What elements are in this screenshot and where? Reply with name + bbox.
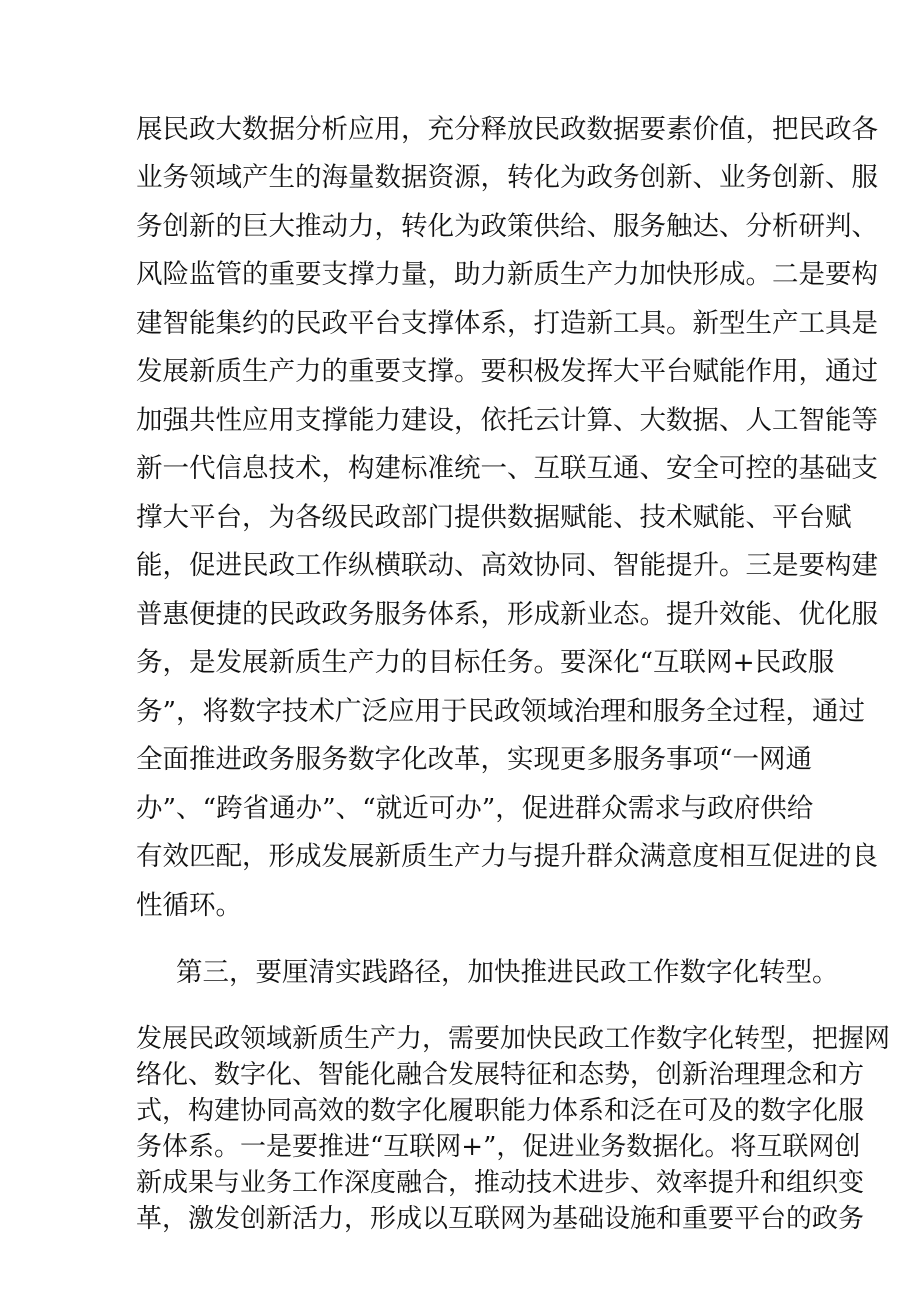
paragraph-line: 能，促进民政工作纵横联动、高效协同、智能提升。三是要构建 bbox=[136, 550, 878, 581]
paragraph-line: 务创新的巨大推动力，转化为政策供给、服务触达、分析研判、 bbox=[136, 211, 878, 242]
paragraph-line: 办”、“跨省通办”、“就近可办”，促进群众需求与政府供给 bbox=[136, 793, 814, 824]
paragraph-line: 普惠便捷的民政政务服务体系，形成新业态。提升效能、优化服 bbox=[136, 599, 878, 630]
paragraph-line: 式，构建协同高效的数字化履职能力体系和泛在可及的数字化服 bbox=[136, 1096, 865, 1126]
paragraph-line: 革，激发创新活力，形成以互联网为基础设施和重要平台的政务 bbox=[136, 1204, 865, 1234]
paragraph-line: 务体系。一是要推进“互联网+”，促进业务数据化。将互联网创 bbox=[136, 1132, 861, 1162]
paragraph-line: 新成果与业务工作深度融合，推动技术进步、效率提升和组织变 bbox=[136, 1168, 865, 1198]
paragraph-line: 务，是发展新质生产力的目标任务。要深化“互联网+民政服 bbox=[136, 647, 835, 678]
paragraph-line: 新一代信息技术，构建标准统一、互联互通、安全可控的基础支 bbox=[136, 453, 878, 484]
paragraph-line: 有效匹配，形成发展新质生产力与提升群众满意度相互促进的良 bbox=[136, 841, 878, 872]
paragraph-line: 风险监管的重要支撑力量，助力新质生产力加快形成。二是要构 bbox=[136, 259, 878, 290]
paragraph-line: 全面推进政务服务数字化改革，实现更多服务事项“一网通 bbox=[136, 744, 813, 775]
paragraph-line: 业务领域产生的海量数据资源，转化为政务创新、业务创新、服 bbox=[136, 162, 878, 193]
paragraph-line: 性循环。 bbox=[136, 890, 242, 921]
paragraph-line: 发展民政领域新质生产力，需要加快民政工作数字化转型，把握网 bbox=[136, 1024, 891, 1054]
paragraph-line: 务”，将数字技术广泛应用于民政领域治理和服务全过程，通过 bbox=[136, 696, 866, 727]
paragraph-line: 展民政大数据分析应用，充分释放民政数据要素价值，把民政各 bbox=[136, 114, 878, 145]
paragraph-line: 络化、数字化、智能化融合发展特征和态势，创新治理理念和方 bbox=[136, 1060, 865, 1090]
paragraph-line: 建智能集约的民政平台支撑体系，打造新工具。新型生产工具是 bbox=[136, 308, 878, 339]
paragraph-line: 撑大平台，为各级民政部门提供数据赋能、技术赋能、平台赋 bbox=[136, 502, 852, 533]
paragraph-line: 发展新质生产力的重要支撑。要积极发挥大平台赋能作用，通过 bbox=[136, 356, 878, 387]
section-heading: 第三，要厘清实践路径，加快推进民政工作数字化转型。 bbox=[176, 957, 839, 988]
paragraph-line: 加强共性应用支撑能力建设，依托云计算、大数据、人工智能等 bbox=[136, 405, 878, 436]
